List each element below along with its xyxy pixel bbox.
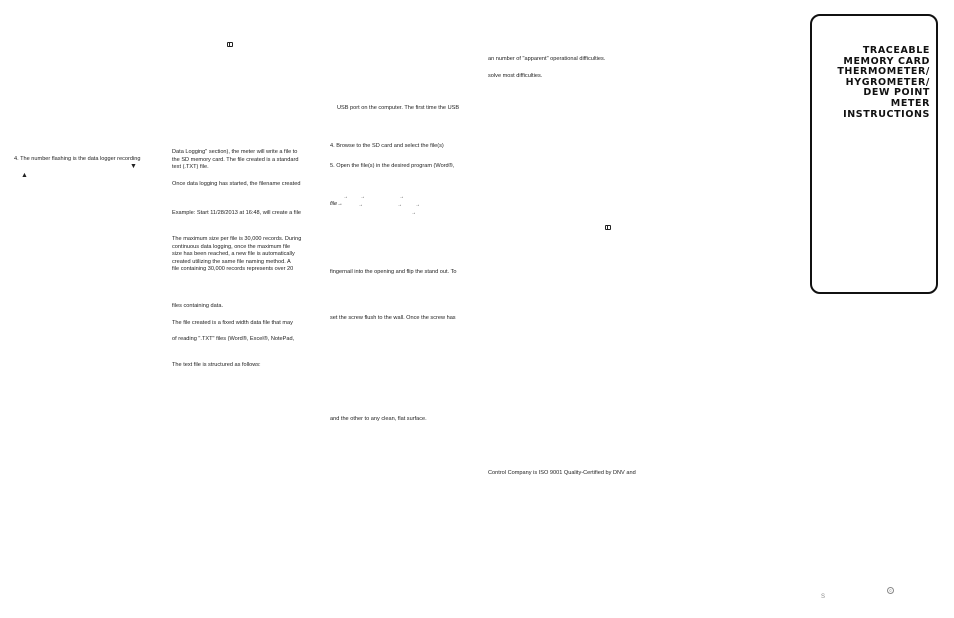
menu-arrow-icon: → bbox=[358, 202, 363, 208]
title-line-3: THERMOMETER/ bbox=[837, 66, 930, 78]
fixed-width-para: The file created is a fixed width data file that may bbox=[172, 320, 293, 326]
trouble-para-1: an number of "apparent" operational difficulties. bbox=[488, 56, 606, 62]
file-menu-label: file→ bbox=[330, 201, 343, 207]
structure-para: The text file is structured as follows: bbox=[172, 362, 261, 368]
stand-para-2: set the screw flush to the wall. Once the screw has bbox=[330, 315, 456, 321]
logger-step-text: 4. The number flashing is the data logger recording bbox=[14, 156, 141, 162]
files-data-para: files containing data. bbox=[172, 303, 223, 309]
max-size-line-3: size has been reached, a new file is automatically bbox=[172, 251, 295, 257]
logging-para-line-1: Data Logging" section), the meter will write a file to bbox=[172, 149, 298, 155]
title-line-4: HYGROMETER/ bbox=[845, 76, 930, 88]
max-size-line-2: continuous data logging, once the maximum file bbox=[172, 243, 291, 250]
trouble-para-2: solve most difficulties. bbox=[488, 73, 543, 79]
logging-para-line-3: text (.TXT) file. bbox=[172, 164, 209, 170]
title-line-7: INSTRUCTIONS bbox=[843, 108, 930, 120]
title-line-2: MEMORY CARD bbox=[843, 55, 930, 67]
down-arrow-icon: ▼ bbox=[130, 163, 137, 170]
small-mark-icon: S bbox=[821, 594, 826, 600]
sd-card-icon bbox=[605, 225, 611, 230]
menu-arrow-icon: → bbox=[415, 202, 420, 208]
title-line-6: METER bbox=[890, 98, 930, 109]
title-line-1: TRACEABLE bbox=[862, 45, 930, 56]
max-size-line-4: created utilizing the same file naming method. A bbox=[172, 258, 291, 265]
menu-arrow-icon: → bbox=[360, 194, 365, 200]
stand-para-3: and the other to any clean, flat surface. bbox=[330, 416, 427, 422]
menu-arrow-icon: → bbox=[343, 194, 348, 200]
stand-para-1: fingernail into the opening and flip the stand out. To bbox=[330, 269, 457, 275]
reading-txt-para: of reading ".TXT" files (Word®, Excel®, NotePad, bbox=[172, 336, 295, 342]
menu-arrow-icon: → bbox=[397, 202, 402, 208]
filename-para: Once data logging has started, the filename created bbox=[172, 181, 301, 187]
open-step: 5. Open the file(s) in the desired program (Word®, bbox=[330, 163, 455, 169]
copyright-icon: © bbox=[887, 587, 894, 594]
example-para: Example: Start 11/28/2013 at 16:48, will create a file bbox=[172, 210, 301, 216]
menu-arrow-icon: → bbox=[411, 210, 416, 216]
max-size-line-5: file containing 30,000 records represents over 20 bbox=[172, 266, 294, 272]
logging-para-line-2: the SD memory card. The file created is a standard bbox=[172, 156, 299, 163]
iso-para: Control Company is ISO 9001 Quality-Certified by DNV and bbox=[488, 470, 636, 476]
usb-para: USB port on the computer. The first time the USB bbox=[337, 105, 460, 111]
browse-step: 4. Browse to the SD card and select the file(s) bbox=[330, 143, 444, 149]
title-panel bbox=[810, 14, 938, 294]
title-line-5: DEW POINT bbox=[863, 87, 930, 99]
sd-card-icon bbox=[227, 42, 233, 47]
max-size-line-1: The maximum size per file is 30,000 records. During bbox=[172, 236, 302, 242]
up-arrow-icon: ▲ bbox=[21, 172, 28, 179]
menu-arrow-icon: → bbox=[399, 194, 404, 200]
